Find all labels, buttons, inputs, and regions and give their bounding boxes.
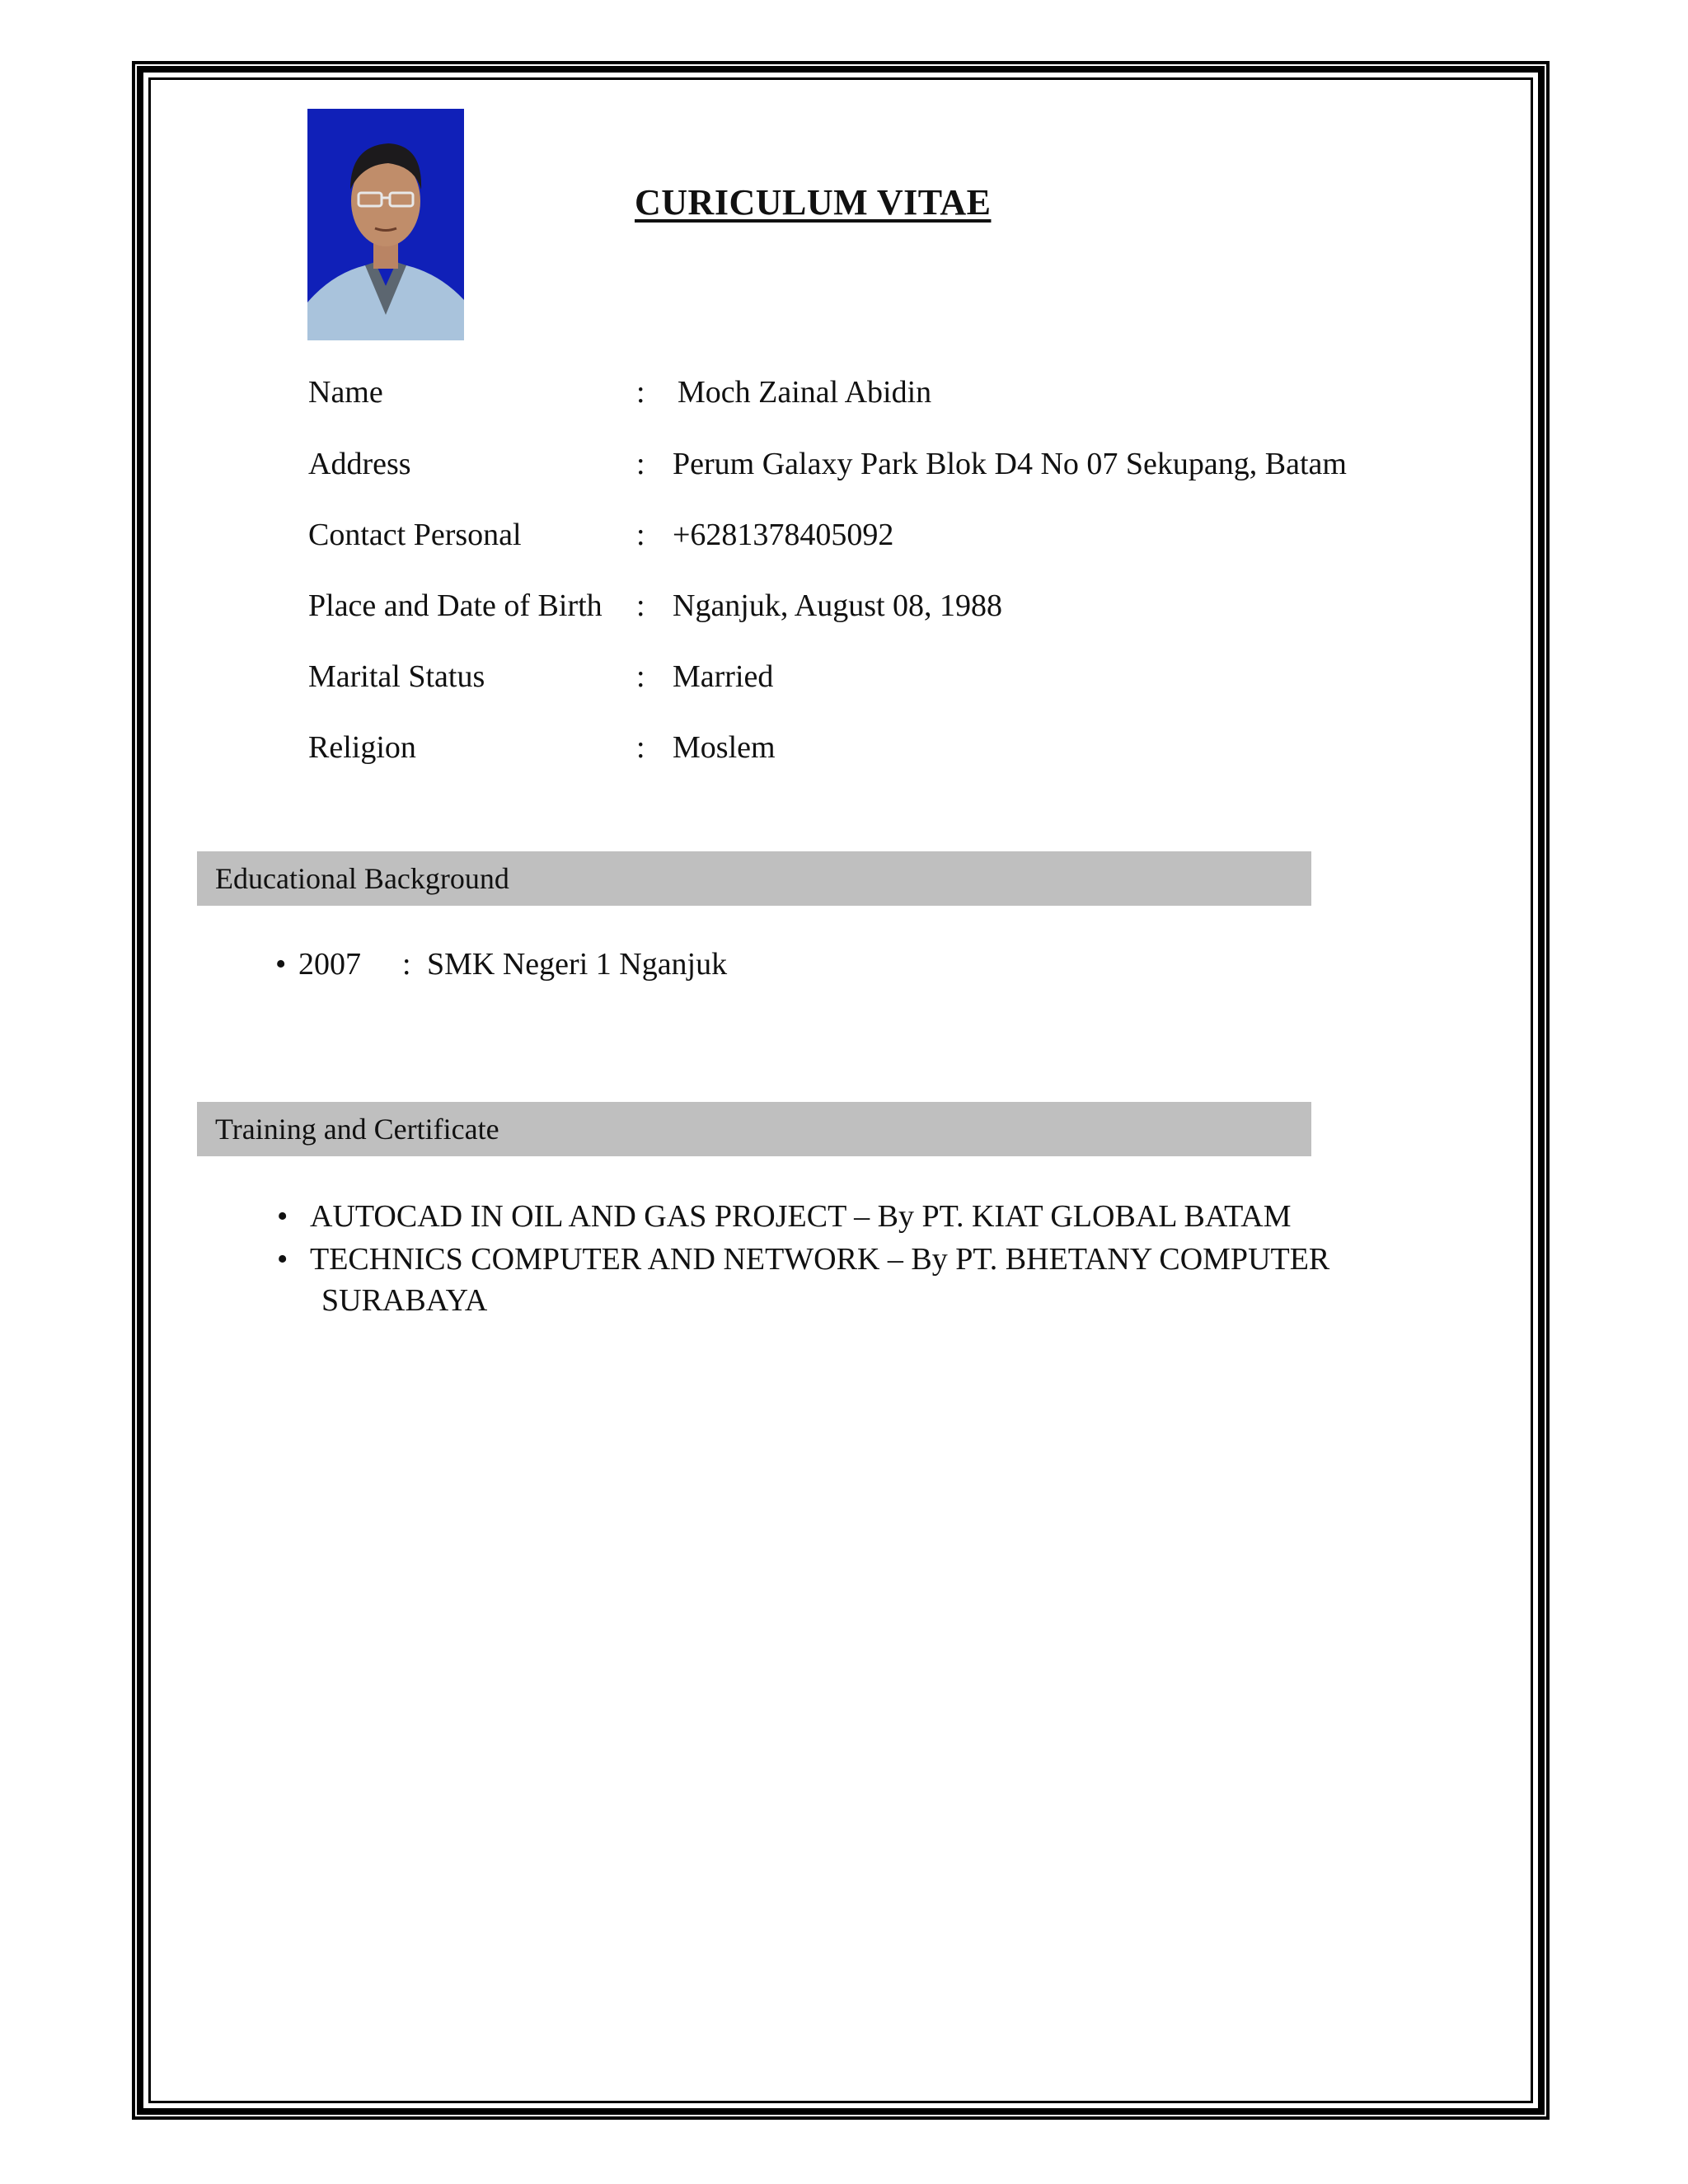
info-value: Moch Zainal Abidin [678,375,932,410]
section-heading: Training and Certificate [215,1113,499,1146]
info-value: Moslem [673,730,776,765]
info-label: Address [308,447,411,481]
info-colon: : [636,659,645,694]
info-label: Contact Personal [308,518,522,552]
section-heading: Educational Background [215,862,509,895]
info-colon: : [636,730,645,765]
info-value: Nganjuk, August 08, 1988 [673,588,1003,623]
training-section-header [197,1102,1311,1156]
info-colon: : [636,518,645,552]
info-label: Name [308,375,383,410]
info-colon: : [636,375,645,410]
info-colon: : [636,447,645,481]
info-label: Religion [308,730,416,765]
education-year: 2007 [298,947,361,982]
info-value: +6281378405092 [673,518,894,552]
training-text: AUTOCAD IN OIL AND GAS PROJECT – By PT. KIAT GLOBAL BATAM [310,1199,1292,1234]
info-colon: : [636,588,645,623]
bullet-icon: • [277,1199,288,1234]
training-text: TECHNICS COMPUTER AND NETWORK – By PT. BHETANY COMPUTER [310,1242,1330,1277]
info-label: Marital Status [308,659,485,694]
education-colon: : [402,947,411,982]
info-value: Perum Galaxy Park Blok D4 No 07 Sekupang, Batam [673,447,1347,481]
info-value: Married [673,659,774,694]
bullet-icon: • [277,1242,288,1277]
education-school: SMK Negeri 1 Nganjuk [427,947,728,982]
document-title: CURICULUM VITAE [635,182,992,223]
bullet-icon: • [275,947,287,982]
profile-photo [307,109,464,340]
info-label: Place and Date of Birth [308,588,603,623]
training-text-continuation: SURABAYA [321,1283,488,1318]
education-section-header [197,851,1311,906]
